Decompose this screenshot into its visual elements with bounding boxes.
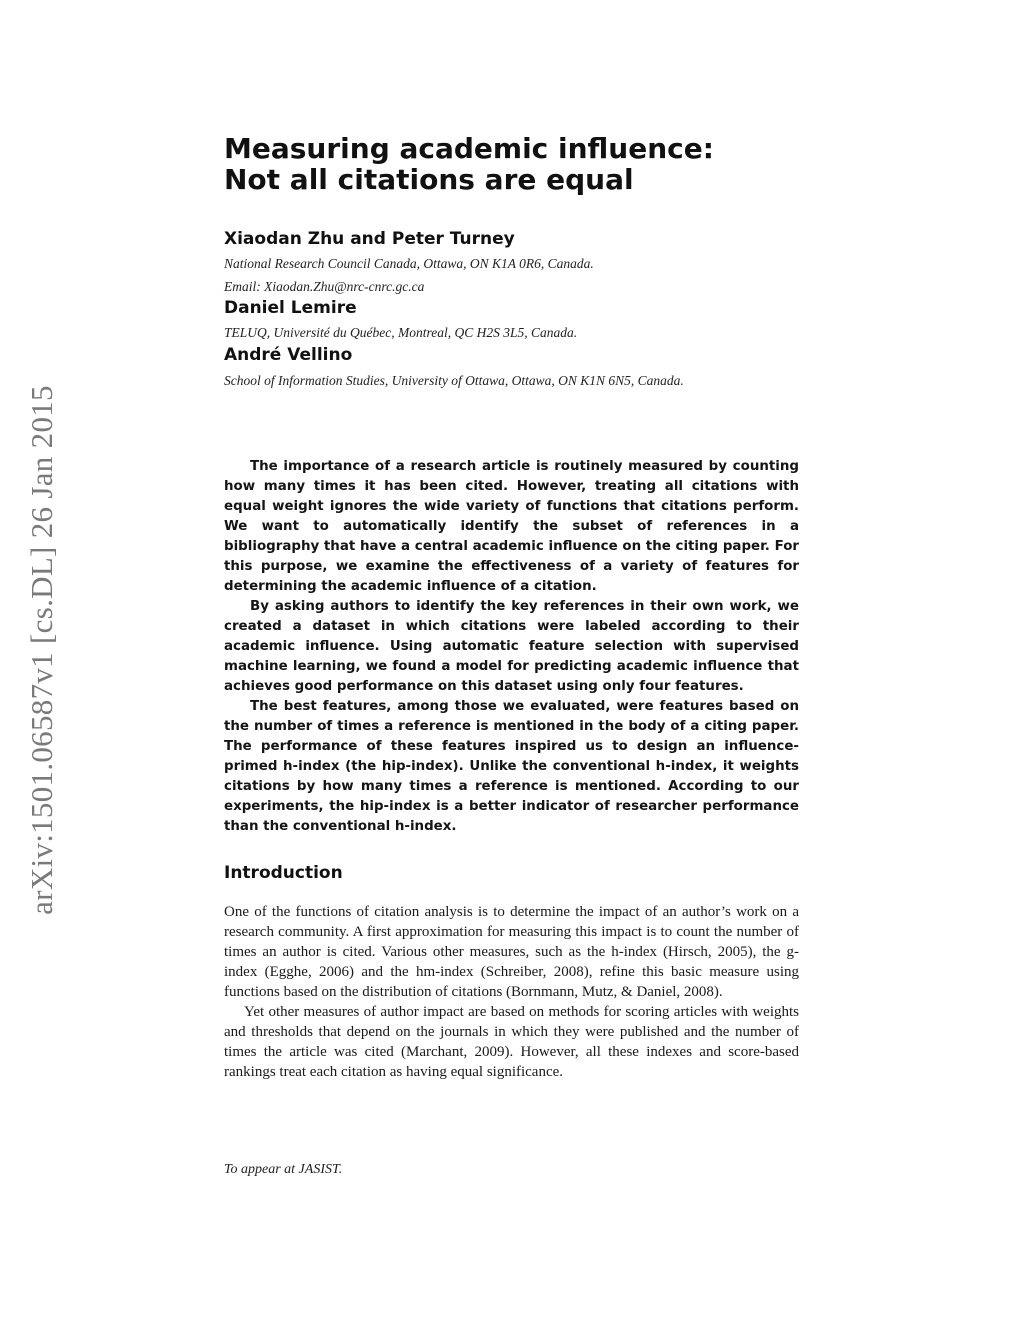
- author-email: Email: Xiaodan.Zhu@nrc-cnrc.gc.ca: [224, 279, 425, 294]
- paper-title: [224, 133, 824, 195]
- publication-note: To appear at JASIST.: [224, 1162, 343, 1177]
- author-lemire: Daniel Lemire: [224, 298, 357, 318]
- introduction-body: [224, 902, 799, 1082]
- title-line-1: Measuring academic influence:: [224, 132, 714, 165]
- affiliation-teluq: TELUQ, Université du Québec, Montreal, QC H2S 3L5, Canada.: [224, 325, 578, 340]
- title-line-2: Not all citations are equal: [224, 163, 634, 196]
- author-vellino: André Vellino: [224, 345, 353, 365]
- abstract-paragraph: The best features, among those we evaluated, were features based on the number of times a reference is mentioned in the body of a citing paper. The performance of these features inspired us to design an influence-primed h-index (the hip-index). Unlike the conventional h-index, it weights citations by how many times a reference is mentioned. According to our experiments, the hip-index is a better indicator of researcher performance than the conventional h-index.: [224, 699, 799, 834]
- abstract-paragraph: By asking authors to identify the key references in their own work, we created a dataset in which citations were labeled according to their academic influence. Using automatic feature selection with supervised machine learning, we found a model for predicting academic influence that achieves good performance on this dataset using only four features.: [224, 599, 799, 694]
- intro-paragraph: Yet other measures of author impact are based on methods for scoring articles with weights and thresholds that depend on the journals in which they were published and the number of times the article was cited (Marchant, 2009). However, all these indexes and score-based rankings treat each citation as having equal significance.: [224, 1004, 799, 1080]
- author-zhu-turney: Xiaodan Zhu and Peter Turney: [224, 229, 515, 249]
- abstract: [224, 457, 799, 837]
- section-heading-introduction: Introduction: [224, 863, 343, 883]
- abstract-paragraph: The importance of a research article is routinely measured by counting how many times it has been cited. However, treating all citations with equal weight ignores the wide variety of functions that citations perform. We want to automatically identify the subset of references in a bibliography that have a central academic influence on the citing paper. For this purpose, we examine the effectiveness of a variety of features for determining the academic influence of a citation.: [224, 459, 799, 594]
- arxiv-identifier: arXiv:1501.06587v1 [cs.DL] 26 Jan 2015: [24, 385, 59, 915]
- affiliation-nrc: National Research Council Canada, Ottawa, ON K1A 0R6, Canada.: [224, 256, 594, 271]
- intro-paragraph: One of the functions of citation analysis is to determine the impact of an author’s work on a research community. A first approximation for measuring this impact is to count the number of times an author is cited. Various other measures, such as the h-index (Hirsch, 2005), the g-index (Egghe, 2006) and the hm-index (Schreiber, 2008), refine this basic measure using functions based on the distribution of citations (Bornmann, Mutz, & Daniel, 2008).: [224, 904, 799, 1000]
- affiliation-ottawa: School of Information Studies, University of Ottawa, Ottawa, ON K1N 6N5, Canada.: [224, 373, 684, 388]
